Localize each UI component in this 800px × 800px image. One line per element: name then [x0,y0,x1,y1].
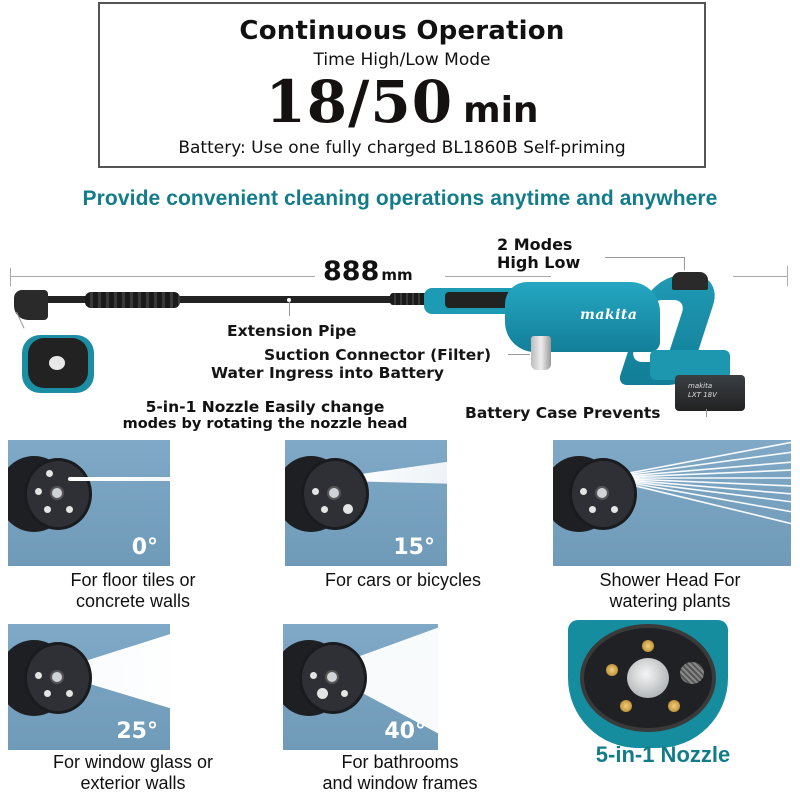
spray-angle: 25° [116,719,158,744]
battery-leader-line [706,409,707,417]
nozzle-brass-jet [620,700,632,712]
wand-grip [85,292,180,308]
battery-case-label: Battery Case Prevents [465,404,661,422]
nozzle-note [100,399,430,433]
spray-mode-tile-25 [8,624,170,750]
spec-subtitle: Time High/Low Mode [313,50,491,70]
spec-title: Continuous Operation [239,16,565,46]
nozzle-jet [35,672,42,679]
dimension-line [10,276,315,277]
spray-mode-tile-15 [285,440,447,566]
pipe-leader-line [289,302,290,316]
modes-line2: High Low [497,253,581,272]
runtime-spec-box [98,2,706,168]
spray-mode-caption: For window glass or exterior walls [52,752,214,793]
spray-mode-tile-0 [8,440,170,566]
length-value: 888 [323,256,380,287]
spray-mode-tile-shower [553,440,791,566]
nozzle-brass-jet [606,664,618,676]
nozzle-hub [595,486,609,500]
length-label [323,256,413,287]
spray-angle: 15° [393,535,435,560]
nozzle-center [49,356,65,370]
shower-mesh [680,662,704,684]
nozzle-jet [312,488,319,495]
nozzle-jet [310,672,317,679]
extension-pipe-label: Extension Pipe [227,322,357,340]
spray-mode-caption: For bathrooms and window frames [322,752,478,793]
nozzle-jet [341,690,348,697]
runtime-unit: min [463,90,539,131]
nozzle-jet [66,690,73,697]
runtime-value [100,68,704,136]
nozzle-jet [611,506,618,513]
dimension-tick-right [787,266,788,286]
modes-label [497,236,580,272]
battery-label: makita LXT 18V [688,382,717,399]
brand-logo: makita [580,307,638,323]
headline: Provide convenient cleaning operations anytime and anywhere [82,187,718,210]
dimension-line [733,276,788,277]
modes-leader-line [684,257,685,270]
modes-line1: 2 Modes [497,235,573,254]
nozzle-jet [44,690,51,697]
mode-switch [672,272,708,290]
spray-mode-caption: For cars or bicycles [324,570,482,590]
nozzle-jet [580,488,587,495]
nozzle-brass-jet [668,700,680,712]
nozzle-hub [325,670,339,684]
spray-mode-tile-40 [283,624,438,750]
nozzle-note-line1: 5-in-1 Nozzle Easily change [145,398,385,416]
nozzle-hub [50,486,64,500]
suction-connector-label: Suction Connector (Filter) [264,346,492,364]
nozzle-jet [44,506,51,513]
nozzle-center-jet [627,658,669,698]
nozzle-jet [46,470,53,477]
nozzle-brass-jet [642,640,654,652]
dimension-line [445,276,551,277]
nozzle-jet [589,506,596,513]
spray-jet [68,477,170,481]
nozzle-jet [321,506,328,513]
nozzle-jet [35,488,42,495]
length-unit: mm [381,266,413,284]
nozzle-jet [317,688,328,699]
suction-connector [531,336,551,370]
dimension-tick-left [10,268,11,286]
runtime-number: 18/50 [265,68,454,136]
battery-note: Battery: Use one fully charged BL1860B Self-priming [178,138,626,158]
nozzle-hub [327,486,341,500]
modes-leader-line [605,257,685,258]
water-ingress-label: Water Ingress into Battery [211,364,445,382]
nozzle-hub [50,670,64,684]
spray-angle: 0° [131,535,158,560]
spray-mode-caption: For floor tiles or concrete walls [70,570,196,611]
nozzle-jet [343,504,353,514]
nozzle-feature-label: 5-in-1 Nozzle [595,742,731,767]
spray-angle: 40° [384,719,426,744]
spray-mode-caption: Shower Head For watering plants [599,570,741,611]
suction-leader-line [508,354,530,355]
nozzle-note-line2: modes by rotating the nozzle head [122,416,408,432]
nozzle-jet [66,506,73,513]
